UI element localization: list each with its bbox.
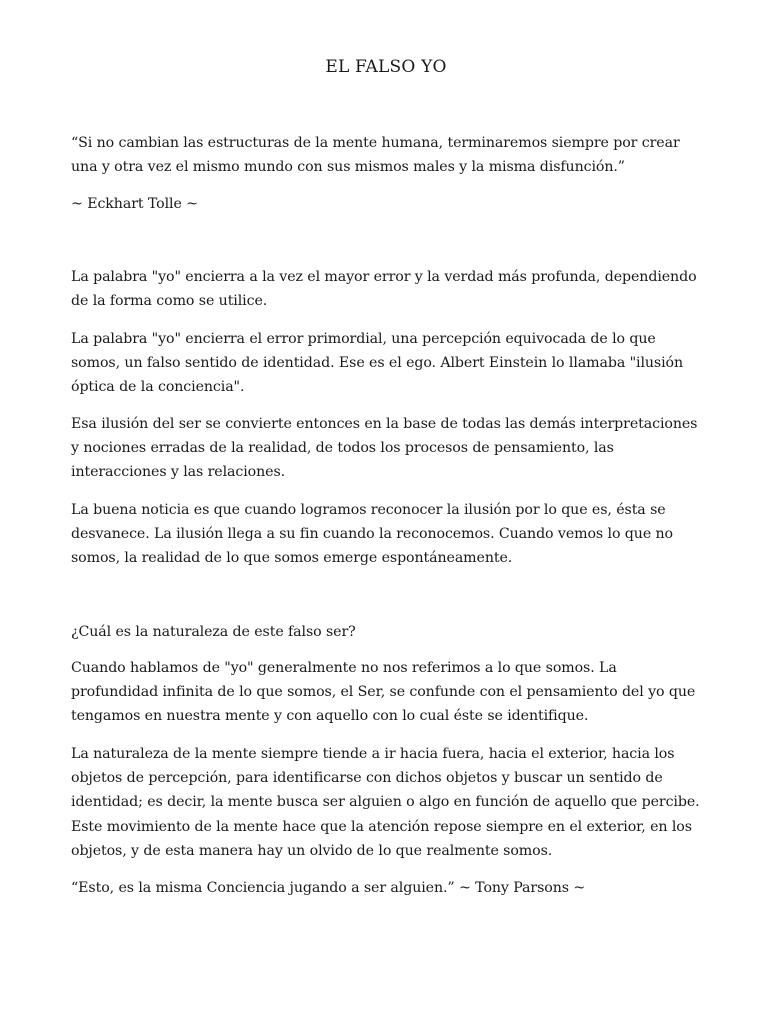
quote-attribution: ~ Eckhart Tolle ~ — [71, 196, 198, 212]
opening-quote: “Si no cambian las estructuras de la mente humana, terminaremos siempre por crear una y otra vez el mismo mundo con sus mismos males y la misma disfunción.” — [71, 135, 680, 176]
paragraph-6: La naturaleza de la mente siempre tiende a ir hacia fuera, hacia el exterior, hacia los objetos de percepción, para identificarse con dichos objetos y buscar un sentido de identidad; es decir, la mente busca ser alguien o algo en función de aquello que percibe. Este movimiento de la mente hace que la atención repose siempre en el exterior, en los objetos, y de esta manera hay un olvido de lo que realmente somos. — [71, 746, 700, 859]
paragraph-5: Cuando hablamos de "yo" generalmente no nos referimos a lo que somos. La profundidad infinita de lo que somos, el Ser, se confunde con el pensamiento del yo que tengamos en nuestra mente y con aquello con lo cual éste se identifique. — [71, 660, 696, 725]
paragraph-3: Esa ilusión del ser se convierte entonces en la base de todas las demás interpretaciones y nociones erradas de la realidad, de todos los procesos de pensamiento, las interacciones y las relaciones. — [71, 416, 698, 481]
paragraph-2: La palabra "yo" encierra el error primordial, una percepción equivocada de lo que somos, un falso sentido de identidad. Ese es el ego. Albert Einstein lo llamaba "ilusión óptica de la conciencia". — [71, 331, 684, 396]
section-question: ¿Cuál es la naturaleza de este falso ser? — [71, 624, 356, 640]
paragraph-1: La palabra "yo" encierra a la vez el mayor error y la verdad más profunda, dependiendo de la forma como se utilice. — [71, 269, 697, 310]
closing-quote: “Esto, es la misma Conciencia jugando a ser alguien.” ~ Tony Parsons ~ — [71, 880, 586, 896]
paragraph-4: La buena noticia es que cuando logramos reconocer la ilusión por lo que es, ésta se desvanece. La ilusión llega a su fin cuando la reconocemos. Cuando vemos lo que no somos, la realidad de lo que somos emerge espontáneamente. — [71, 502, 674, 567]
document-title: EL FALSO YO — [325, 57, 447, 77]
